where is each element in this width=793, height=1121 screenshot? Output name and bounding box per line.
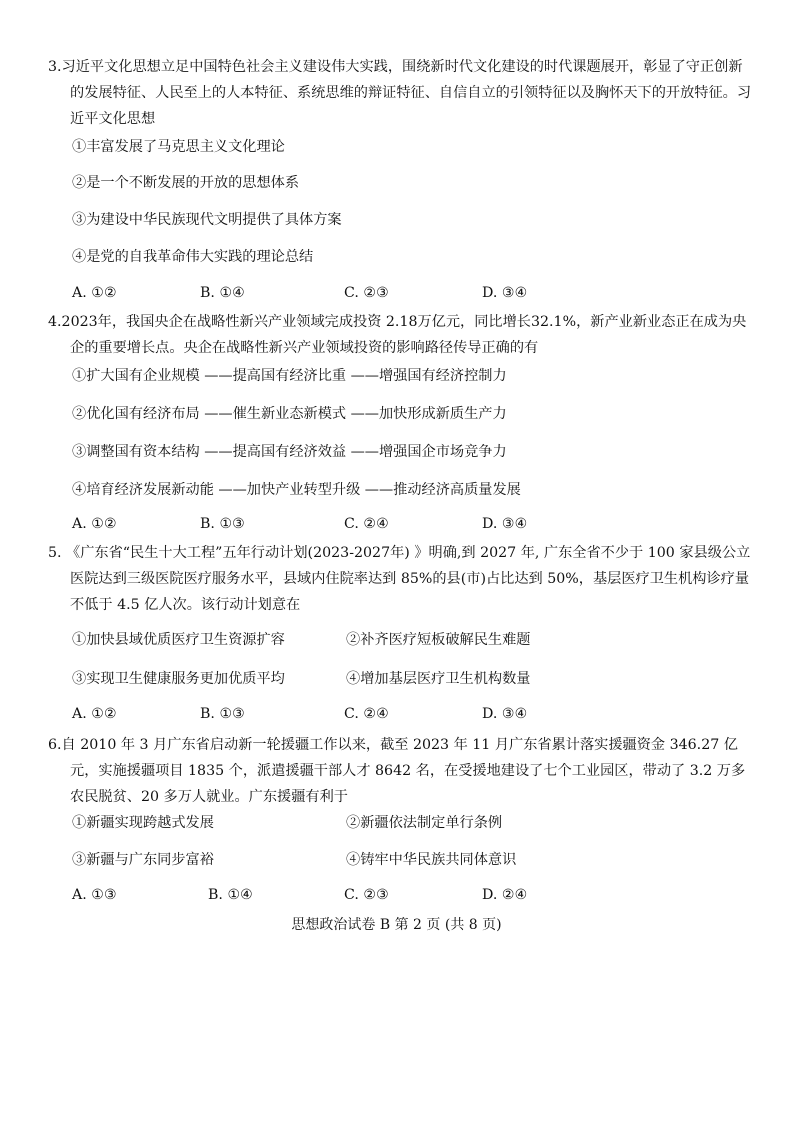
- choice-a: A. ①②: [72, 285, 117, 301]
- option-1: ①丰富发展了马克思主义文化理论: [72, 139, 285, 155]
- question-stem: 3.习近平文化思想立足中国特色社会主义建设伟大实践，围绕新时代文化建设的时代课题展开，彰显了守正创新的发展特征、人民至上的人本特征、系统思维的辩证特征、自信自立的引领特征以及胸怀天下的开放特征。习近平文化思想: [48, 59, 752, 127]
- option-4: ④培育经济发展新动能 ——加快产业转型升级 ——推动经济高质量发展: [72, 482, 521, 498]
- question-4: [48, 309, 753, 532]
- option-1: ①加快县域优质医疗卫生资源扩容: [72, 632, 285, 648]
- choice-a: A. ①②: [72, 706, 117, 722]
- choice-b: B. ①③: [200, 706, 245, 722]
- answer-choices: [72, 887, 732, 909]
- question-stem: 5. 《广东省“民生十大工程”五年行动计划(2023-2027年) 》明确,到 2027 年, 广东全省不少于 100 家县级公立医院达到三级医院医疗服务水平，县域内住院率达到 85%的县(市)占比达到 50%，基层医疗卫生机构诊疗量不低于 4.5 亿人次。该行动计划意在: [48, 545, 751, 613]
- question-5: [48, 540, 753, 722]
- question-6: [48, 732, 753, 903]
- option-3: ③调整国有资本结构 ——提高国有经济效益 ——增强国企市场竞争力: [72, 444, 507, 460]
- choice-d: D. ③④: [482, 285, 528, 301]
- page-footer: 思想政治试卷 B 第 2 页 (共 8 页): [291, 917, 502, 933]
- choice-a: A. ①②: [72, 516, 117, 532]
- choice-a: A. ①③: [72, 887, 117, 903]
- choice-d: D. ②④: [482, 887, 528, 903]
- choice-d: D. ③④: [482, 706, 528, 722]
- choice-c: C. ②③: [344, 285, 389, 301]
- choice-b: B. ①③: [200, 516, 245, 532]
- option-3: ③实现卫生健康服务更加优质平均: [72, 671, 285, 687]
- answer-choices: [72, 516, 732, 538]
- question-stem: 4.2023年，我国央企在战略性新兴产业领域完成投资 2.18万亿元，同比增长32.1%，新产业新业态正在成为央企的重要增长点。央企在战略性新兴产业领域投资的影响路径传导正确的有: [48, 314, 747, 356]
- option-2: ②优化国有经济布局 ——催生新业态新模式 ——加快形成新质生产力: [72, 406, 507, 422]
- option-1: ①扩大国有企业规模 ——提高国有经济比重 ——增强国有经济控制力: [72, 368, 507, 384]
- option-4: ④铸牢中华民族共同体意识: [346, 852, 517, 868]
- choice-c: C. ②④: [344, 706, 389, 722]
- option-2: ②新疆依法制定单行条例: [346, 815, 503, 831]
- choice-d: D. ③④: [482, 516, 528, 532]
- option-4: ④是党的自我革命伟大实践的理论总结: [72, 249, 314, 265]
- option-2: ②是一个不断发展的开放的思想体系: [72, 175, 300, 191]
- choice-b: B. ①④: [200, 285, 245, 301]
- answer-choices: [72, 285, 732, 307]
- option-1: ①新疆实现跨越式发展: [72, 815, 214, 831]
- option-4: ④增加基层医疗卫生机构数量: [346, 671, 531, 687]
- choice-c: C. ②④: [344, 516, 389, 532]
- option-2: ②补齐医疗短板破解民生难题: [346, 632, 531, 648]
- choice-b: B. ①④: [208, 887, 253, 903]
- question-3: [48, 54, 753, 301]
- question-stem: 6.自 2010 年 3 月广东省启动新一轮援疆工作以来，截至 2023 年 11 月广东省累计落实援疆资金 346.27 亿元，实施援疆项目 1835 个，派遣援疆干部人才 8642 名，在受援地建设了七个工业园区，带动了 3.2 万多农民脱贫、20 多万人就业。广东援疆有利于: [48, 737, 746, 805]
- choice-c: C. ②③: [344, 887, 389, 903]
- answer-choices: [72, 706, 732, 728]
- option-3: ③新疆与广东同步富裕: [72, 852, 214, 868]
- option-3: ③为建设中华民族现代文明提供了具体方案: [72, 212, 342, 228]
